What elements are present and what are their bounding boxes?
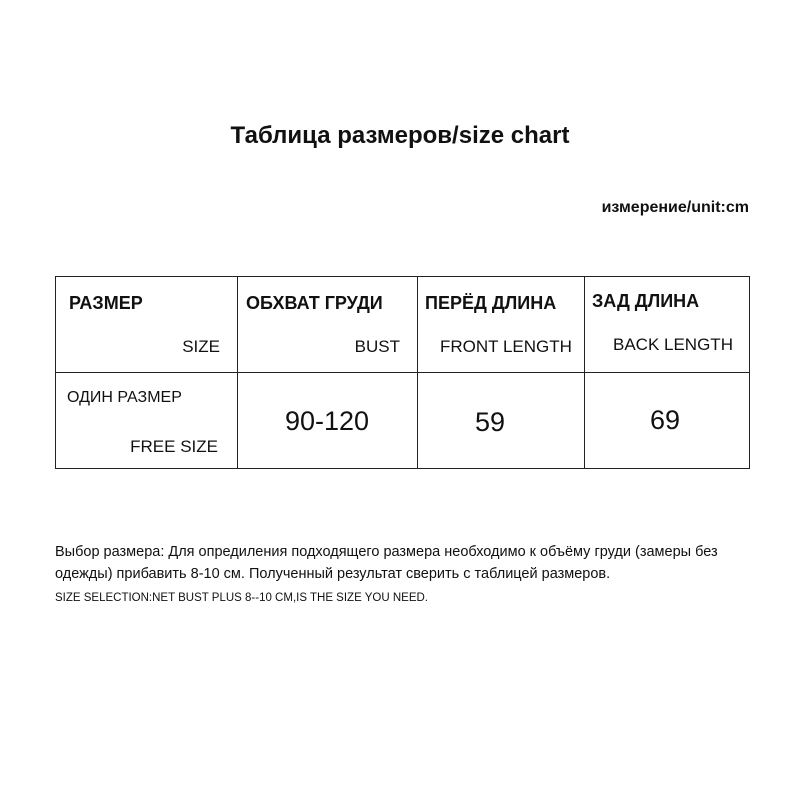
- header-cell-back-length: [585, 277, 750, 373]
- header-size-ru: РАЗМЕР: [69, 293, 143, 313]
- table-header-row: [56, 277, 750, 373]
- row-size-en: FREE SIZE: [130, 437, 218, 456]
- header-front-length-ru: ПЕРЁД ДЛИНА: [425, 293, 557, 313]
- header-back-length-en: BACK LENGTH: [613, 335, 733, 354]
- front-length-value: 59: [475, 407, 506, 437]
- table-row: [56, 373, 750, 469]
- header-bust-en: BUST: [354, 337, 400, 356]
- unit-label: измерение/unit:cm: [601, 199, 749, 216]
- header-cell-size: [56, 277, 238, 373]
- header-cell-bust: [238, 277, 418, 373]
- size-selection-note-en: SIZE SELECTION:NET BUST PLUS 8--10 CM,IS THE SIZE YOU NEED.: [55, 592, 428, 604]
- header-front-length-en: FRONT LENGTH: [440, 337, 572, 356]
- row-size-ru: ОДИН РАЗМЕР: [67, 389, 182, 406]
- row-back-length-cell: [585, 373, 750, 469]
- back-length-value: 69: [650, 405, 681, 435]
- page-title: Таблица размеров/size chart: [230, 122, 570, 149]
- header-back-length-ru: ЗАД ДЛИНА: [592, 291, 700, 311]
- size-selection-note-ru: Выбор размера: Для опредиления подходящего размера необходимо к объёму груди (замеры без одежды) прибавить 8-10 см. Полученный результат сверить с таблицей размеров.: [55, 544, 718, 582]
- row-bust-cell: [238, 373, 418, 469]
- size-table: [55, 276, 750, 469]
- bust-value: 90-120: [285, 406, 370, 436]
- header-bust-ru: ОБХВАТ ГРУДИ: [246, 293, 383, 313]
- row-front-length-cell: [418, 373, 585, 469]
- row-size-cell: [56, 373, 238, 469]
- header-size-en: SIZE: [182, 337, 220, 356]
- header-cell-front-length: [418, 277, 585, 373]
